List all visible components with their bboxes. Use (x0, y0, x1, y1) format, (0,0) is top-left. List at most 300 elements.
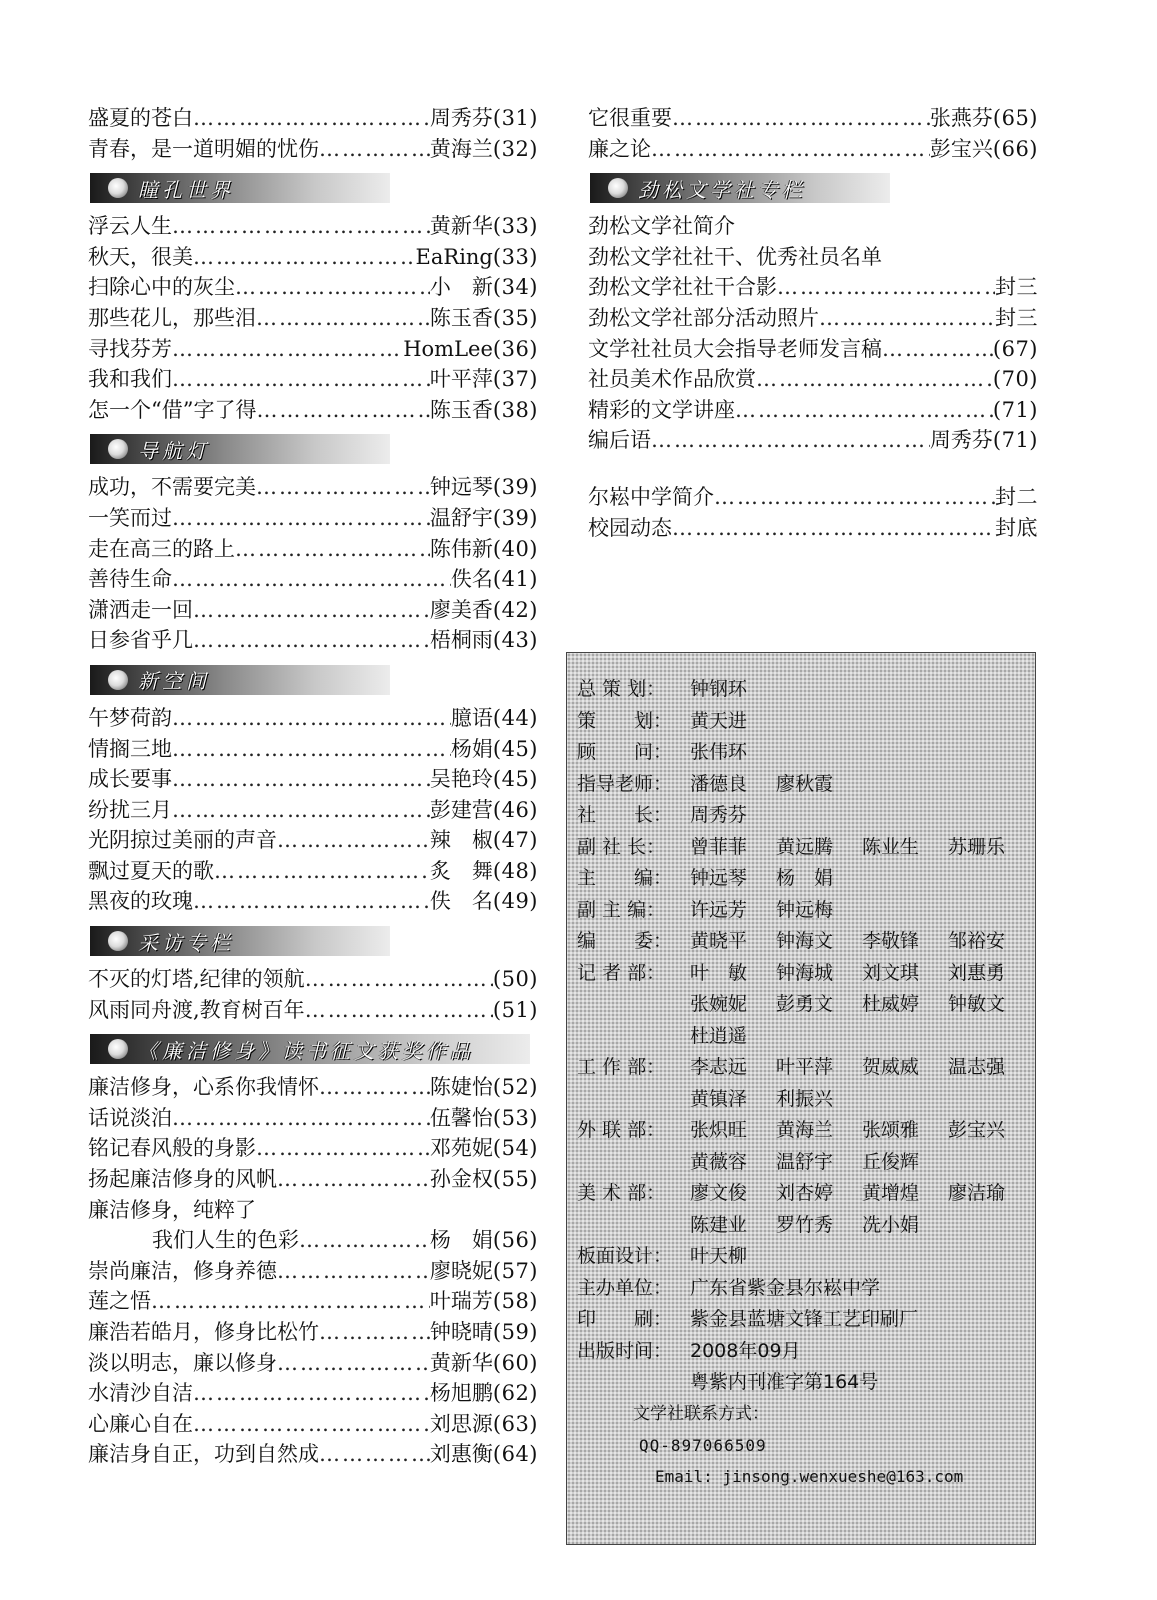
toc-entry (88, 795, 538, 826)
bullet-ball-icon (108, 670, 128, 690)
dot-leader (193, 886, 430, 917)
entry-title: 盛夏的苍白 (88, 106, 193, 130)
entry-title: 怎一个“借”字了得 (88, 397, 257, 422)
credit-role (577, 1210, 690, 1242)
toc-entry (88, 886, 538, 917)
credit-name: 利振兴 (776, 1087, 834, 1110)
dot-leader (256, 303, 430, 334)
dot-leader (277, 1164, 430, 1195)
entry-author: 杨旭鹏 (429, 1381, 493, 1406)
entry-title: 一笑而过 (88, 505, 172, 530)
credit-names (690, 1021, 747, 1053)
credit-row (577, 926, 1035, 958)
entry-author: 炙 舞 (429, 858, 493, 883)
entry-title: 扫除心中的灰尘 (88, 275, 235, 300)
toc-entry (88, 1072, 538, 1103)
bullet-ball-icon (108, 931, 128, 951)
entry-page: (52) (492, 1075, 538, 1100)
entry-title: 青春，是一道明媚的忧伤 (88, 136, 319, 161)
credit-name: 钟钢环 (690, 678, 748, 700)
entry-page: (31) (492, 106, 538, 130)
credit-role: 美 术 部： (577, 1182, 666, 1204)
entry-page: (53) (492, 1105, 538, 1130)
entry-title: 不灭的灯塔,纪律的领航 (88, 967, 305, 992)
entry-page: (45) (492, 736, 538, 761)
credit-name: 邹裕安 (948, 930, 1006, 952)
entry-title: 秋天，很美 (88, 244, 193, 269)
credit-name: 张伟环 (690, 741, 748, 763)
credit-name: 温舒宇 (776, 1150, 834, 1173)
entry-title: 黑夜的玫瑰 (88, 889, 193, 914)
credit-row (577, 895, 1035, 927)
toc-entry (88, 734, 538, 765)
credit-name: 黄镇泽 (690, 1087, 748, 1110)
dot-leader (172, 734, 451, 765)
dot-leader (319, 1317, 430, 1348)
entry-title: 潇洒走一回 (88, 597, 193, 622)
toc-right-column (588, 103, 1038, 543)
credit-role (577, 1021, 690, 1053)
credit-row (577, 800, 1035, 832)
entry-title: 扬起廉洁修身的风帆 (88, 1167, 277, 1192)
bullet-ball-icon (108, 178, 128, 198)
toc-entry (88, 964, 538, 995)
entry-page: (60) (492, 1350, 538, 1375)
entry-title: 劲松文学社部分活动照片 (588, 305, 819, 330)
entry-page: (56) (492, 1228, 538, 1253)
credit-role: 总 策 划： (577, 678, 666, 700)
dot-leader (319, 1072, 430, 1103)
dot-leader (172, 795, 430, 826)
credit-name: 广东省紫金县尔崧中学 (690, 1276, 881, 1299)
credit-names (690, 958, 1034, 990)
credit-names (690, 706, 747, 738)
entry-title: 文学社社员大会指导老师发言稿 (588, 336, 882, 361)
entry-page: (49) (492, 889, 538, 914)
entry-title: 廉洁修身，纯粹了 (88, 1197, 256, 1222)
entry-page: (35) (492, 305, 538, 330)
credit-rows (577, 674, 1035, 1399)
dot-leader (319, 1439, 430, 1470)
toc-entry (88, 1286, 538, 1317)
toc-entry (88, 1225, 538, 1256)
dot-leader (819, 303, 995, 334)
credit-name: 叶 敏 (690, 961, 748, 984)
credit-name: 苏珊乐 (948, 835, 1006, 858)
toc-entry (88, 334, 538, 365)
credit-names (690, 1084, 862, 1116)
credit-row (577, 863, 1035, 895)
entry-page: (59) (492, 1320, 538, 1344)
credit-role: 顾 问： (577, 741, 673, 763)
credit-names (690, 1178, 1034, 1210)
entry-title: 走在高三的路上 (88, 536, 235, 561)
credit-name: 钟远梅 (776, 898, 834, 921)
dot-leader (672, 103, 930, 134)
credit-role: 出版时间： (577, 1339, 673, 1362)
credit-role: 记 者 部： (577, 961, 666, 984)
dot-leader (235, 272, 430, 303)
credit-names (690, 1367, 878, 1399)
toc-entry (88, 595, 538, 626)
toc-entry (588, 334, 1038, 365)
entry-page: (63) (492, 1411, 538, 1436)
credit-name: 张颂雅 (862, 1119, 920, 1141)
credit-row (577, 1147, 1035, 1179)
dot-leader (319, 134, 430, 165)
credit-name: 温志强 (948, 1056, 1006, 1078)
toc-entry (588, 364, 1038, 395)
dot-leader (172, 764, 430, 795)
credit-name: 钟海城 (776, 961, 834, 984)
credit-row (577, 769, 1035, 801)
entry-page: (48) (492, 858, 538, 883)
dot-leader (305, 995, 493, 1026)
dot-leader (256, 1133, 430, 1164)
entry-page: (71) (992, 428, 1038, 453)
credit-name: 陈业生 (862, 835, 920, 858)
credit-names (690, 1147, 948, 1179)
credit-row (577, 1304, 1035, 1336)
toc-entry (88, 503, 538, 534)
entry-title: 劲松文学社简介 (588, 214, 735, 239)
toc-entry (88, 825, 538, 856)
credit-name: 曾菲菲 (690, 835, 748, 858)
credit-role: 工 作 部： (577, 1056, 666, 1078)
toc-entry (88, 1195, 538, 1226)
entry-page: (51) (492, 997, 538, 1022)
editorial-credits-box (566, 652, 1036, 1545)
entry-title: 尔崧中学简介 (588, 484, 714, 509)
credit-row (577, 958, 1035, 990)
credit-role: 印 刷： (577, 1308, 673, 1330)
entry-title: 成功，不需要完美 (88, 475, 256, 500)
entry-page: (46) (492, 797, 538, 822)
credit-name: 廖秋霞 (776, 772, 834, 795)
credit-role: 外 联 部： (577, 1119, 666, 1141)
credit-names (690, 1210, 948, 1242)
section-heading-text: 瞳孔世界 (138, 177, 234, 202)
toc-entry (588, 425, 1038, 456)
entry-author: 叶平萍 (429, 367, 493, 392)
toc-entry (88, 625, 538, 656)
entry-author: 彭宝兴 (929, 136, 993, 161)
credit-role (577, 1367, 690, 1399)
credit-name: 冼小娟 (862, 1213, 920, 1236)
toc-entry (88, 134, 538, 165)
credit-name: 彭宝兴 (948, 1119, 1006, 1141)
entry-title: 成长要事 (88, 767, 172, 792)
dot-leader (714, 482, 995, 513)
entry-title: 日参省乎几 (88, 628, 193, 653)
entry-author: 孙金权 (429, 1167, 493, 1192)
entry-author: 陈婕怡 (429, 1075, 493, 1100)
dot-leader (193, 1378, 430, 1409)
toc-entry (588, 134, 1038, 165)
toc-entry (88, 395, 538, 426)
entry-title: 我和我们 (88, 367, 172, 392)
credit-name: 2008年09月 (690, 1339, 801, 1362)
dot-leader (777, 272, 995, 303)
entry-author: 杨 娟 (429, 1228, 493, 1253)
toc-entry (88, 703, 538, 734)
entry-page: 封底 (995, 515, 1038, 540)
toc-entry (88, 1348, 538, 1379)
credit-row (577, 706, 1035, 738)
entry-author: 伍馨怡 (429, 1105, 493, 1130)
entry-title: 廉洁修身，心系你我情怀 (88, 1075, 319, 1100)
credit-row (577, 1210, 1035, 1242)
credit-name: 周秀芬 (690, 804, 748, 826)
toc-entry (88, 534, 538, 565)
toc-entry (88, 303, 538, 334)
credit-names (690, 800, 747, 832)
dot-leader (256, 472, 430, 503)
credit-name: 黄增煌 (862, 1182, 920, 1204)
entry-author: 邓苑妮 (429, 1136, 493, 1161)
section-heading (90, 173, 390, 203)
entry-author: 张燕芬 (929, 106, 993, 130)
entry-title: 社员美术作品欣赏 (588, 367, 756, 392)
entry-page: (58) (492, 1289, 538, 1314)
dot-leader (193, 1409, 430, 1440)
credit-name: 贺威威 (862, 1056, 920, 1078)
section-heading (90, 926, 390, 956)
entry-author: 小 新 (429, 275, 493, 300)
toc-entry (88, 242, 538, 273)
credit-role: 指导老师： (577, 772, 673, 795)
credit-role: 社 长： (577, 804, 673, 826)
entry-author: 钟远琴 (429, 475, 493, 500)
credit-names (690, 1273, 880, 1305)
credit-row (577, 674, 1035, 706)
credit-role: 编 委： (577, 930, 673, 952)
entry-page: (70) (992, 367, 1038, 392)
entry-page: (38) (492, 397, 538, 422)
credit-name: 紫金县蓝塘文锋工艺印刷厂 (690, 1308, 919, 1330)
section-heading-text: 劲松文学社专栏 (638, 177, 806, 202)
entry-title: 飘过夏天的歌 (88, 858, 214, 883)
toc-entry (88, 272, 538, 303)
credit-name: 杜威婷 (862, 993, 920, 1015)
entry-page: (36) (492, 336, 538, 361)
credit-name: 张婉妮 (690, 993, 748, 1015)
dot-leader (172, 703, 451, 734)
dot-leader (299, 1225, 430, 1256)
credit-row (577, 1084, 1035, 1116)
credit-role: 副 社 长： (577, 835, 666, 858)
credit-row (577, 1273, 1035, 1305)
entry-title: 它很重要 (588, 106, 672, 130)
section-heading (90, 1034, 530, 1064)
credit-row (577, 1241, 1035, 1273)
toc-entry (88, 472, 538, 503)
entry-page: (40) (492, 536, 538, 561)
entry-page: (37) (492, 367, 538, 392)
entry-page: (34) (492, 275, 538, 300)
toc-entry (88, 1439, 538, 1470)
entry-author: HomLee (403, 336, 493, 361)
dot-leader (235, 534, 430, 565)
credit-name: 李敬锋 (862, 930, 920, 952)
entry-author: 周秀芬 (429, 106, 493, 130)
credit-names (690, 1052, 1034, 1084)
toc-entry (88, 995, 538, 1026)
dot-leader (172, 211, 430, 242)
entry-title: 情搁三地 (88, 736, 172, 761)
credit-name: 杜逍遥 (690, 1024, 748, 1047)
toc-entry (588, 513, 1038, 544)
dot-leader (277, 825, 430, 856)
credit-name: 彭勇文 (776, 993, 834, 1015)
toc-entry (588, 211, 1038, 242)
section-heading-text: 新空间 (138, 669, 210, 694)
section-heading (90, 665, 390, 695)
credit-names (690, 674, 747, 706)
credit-role: 板面设计： (577, 1245, 673, 1267)
section-heading (590, 173, 890, 203)
entry-author: 佚名 (450, 567, 493, 592)
entry-title: 光阴掠过美丽的声音 (88, 828, 277, 853)
entry-page: (32) (492, 136, 538, 161)
toc-entry (88, 1133, 538, 1164)
toc-entry (88, 1378, 538, 1409)
entry-page: (50) (492, 967, 538, 992)
entry-page: (64) (492, 1442, 538, 1467)
credit-name: 罗竹秀 (776, 1213, 834, 1236)
entry-page: 封三 (995, 275, 1038, 300)
credit-names (690, 1304, 918, 1336)
entry-title: 劲松文学社社干合影 (588, 275, 777, 300)
entry-page: (41) (492, 567, 538, 592)
dot-leader (277, 1256, 430, 1287)
spacer (588, 456, 1038, 482)
dot-leader (277, 1348, 430, 1379)
credit-name: 陈建业 (690, 1213, 748, 1236)
credit-name: 粤紫内刊准字第164号 (690, 1371, 879, 1393)
entry-page: (67) (992, 336, 1038, 361)
credit-role: 主办单位： (577, 1276, 673, 1299)
dot-leader (672, 513, 995, 544)
bullet-ball-icon (608, 178, 628, 198)
entry-page: (55) (492, 1167, 538, 1192)
entry-page: (43) (492, 628, 538, 653)
entry-title: 廉之论 (588, 136, 651, 161)
credit-name: 潘德良 (690, 772, 748, 795)
entry-page: (54) (492, 1136, 538, 1161)
credit-row (577, 1115, 1035, 1147)
entry-author: 刘惠衡 (429, 1442, 493, 1467)
credit-name: 叶天柳 (690, 1245, 748, 1267)
entry-author: 陈伟新 (429, 536, 493, 561)
credit-names (690, 926, 1034, 958)
toc-entry (588, 395, 1038, 426)
dot-leader (193, 103, 430, 134)
toc-entry (588, 272, 1038, 303)
dot-leader (193, 595, 430, 626)
toc-entry (88, 564, 538, 595)
credit-row (577, 737, 1035, 769)
entry-page: (71) (992, 397, 1038, 422)
contact-email: Email: jinsong.wenxueshe@163.com (655, 1466, 964, 1486)
dot-leader (651, 134, 930, 165)
credit-name: 叶平萍 (776, 1056, 834, 1078)
entry-title: 那些花儿，那些泪 (88, 305, 256, 330)
entry-author: 辣 椒 (429, 828, 493, 853)
entry-title: 话说淡泊 (88, 1105, 172, 1130)
entry-page: 封二 (995, 484, 1038, 509)
entry-author: 温舒宇 (429, 505, 493, 530)
dot-leader (172, 503, 430, 534)
entry-title: 午梦荷韵 (88, 705, 172, 730)
dot-leader (735, 395, 993, 426)
credit-row (577, 989, 1035, 1021)
entry-title: 校园动态 (588, 515, 672, 540)
entry-page: (33) (492, 244, 538, 269)
toc-entry (88, 364, 538, 395)
entry-author: 陈玉香 (429, 397, 493, 422)
entry-page: (33) (492, 214, 538, 239)
toc-entry (588, 482, 1038, 513)
credit-row (577, 1336, 1035, 1368)
entry-title: 编后语 (588, 428, 651, 453)
dot-leader (172, 1103, 430, 1134)
entry-author: 陈玉香 (429, 305, 493, 330)
dot-leader (882, 334, 993, 365)
entry-author: 刘思源 (429, 1411, 493, 1436)
credit-role (577, 1147, 690, 1179)
entry-author: EaRing (415, 244, 493, 269)
entry-author: 梧桐雨 (429, 628, 493, 653)
entry-author: 钟晓晴 (429, 1320, 493, 1344)
entry-author: 杨娟 (450, 736, 493, 761)
section-heading-text: 《廉洁修身》读书征文获奖作品 (138, 1038, 474, 1063)
credit-names (690, 1115, 1034, 1147)
toc-entry (88, 103, 538, 134)
entry-author: 佚 名 (429, 889, 493, 914)
credit-name: 刘惠勇 (948, 961, 1006, 984)
entry-page: (65) (992, 106, 1038, 130)
credit-role: 策 划： (577, 709, 673, 732)
credit-names (690, 1336, 801, 1368)
credit-names (690, 863, 862, 895)
credit-row (577, 832, 1035, 864)
credit-name: 许远芳 (690, 898, 748, 921)
credit-name: 刘文琪 (862, 961, 920, 984)
entry-author: 黄海兰 (429, 136, 493, 161)
credit-name: 钟海文 (776, 930, 834, 952)
entry-title: 淡以明志，廉以修身 (88, 1350, 277, 1375)
entry-title: 心廉心自在 (88, 1411, 193, 1436)
dot-leader (193, 242, 416, 273)
entry-page: (39) (492, 505, 538, 530)
entry-page: (47) (492, 828, 538, 853)
credit-row (577, 1178, 1035, 1210)
entry-title: 浮云人生 (88, 214, 172, 239)
dot-leader (651, 425, 930, 456)
credit-name: 黄海兰 (776, 1119, 834, 1141)
bullet-ball-icon (108, 1039, 128, 1059)
entry-page: (45) (492, 767, 538, 792)
entry-page: (44) (492, 705, 538, 730)
credit-name: 钟远琴 (690, 867, 748, 889)
dot-leader (172, 364, 430, 395)
credit-name: 丘俊辉 (862, 1150, 920, 1173)
entry-author: 彭建营 (429, 797, 493, 822)
toc-entry (88, 764, 538, 795)
entry-title: 廉浩若皓月，修身比松竹 (88, 1320, 319, 1344)
credit-name: 李志远 (690, 1056, 748, 1078)
